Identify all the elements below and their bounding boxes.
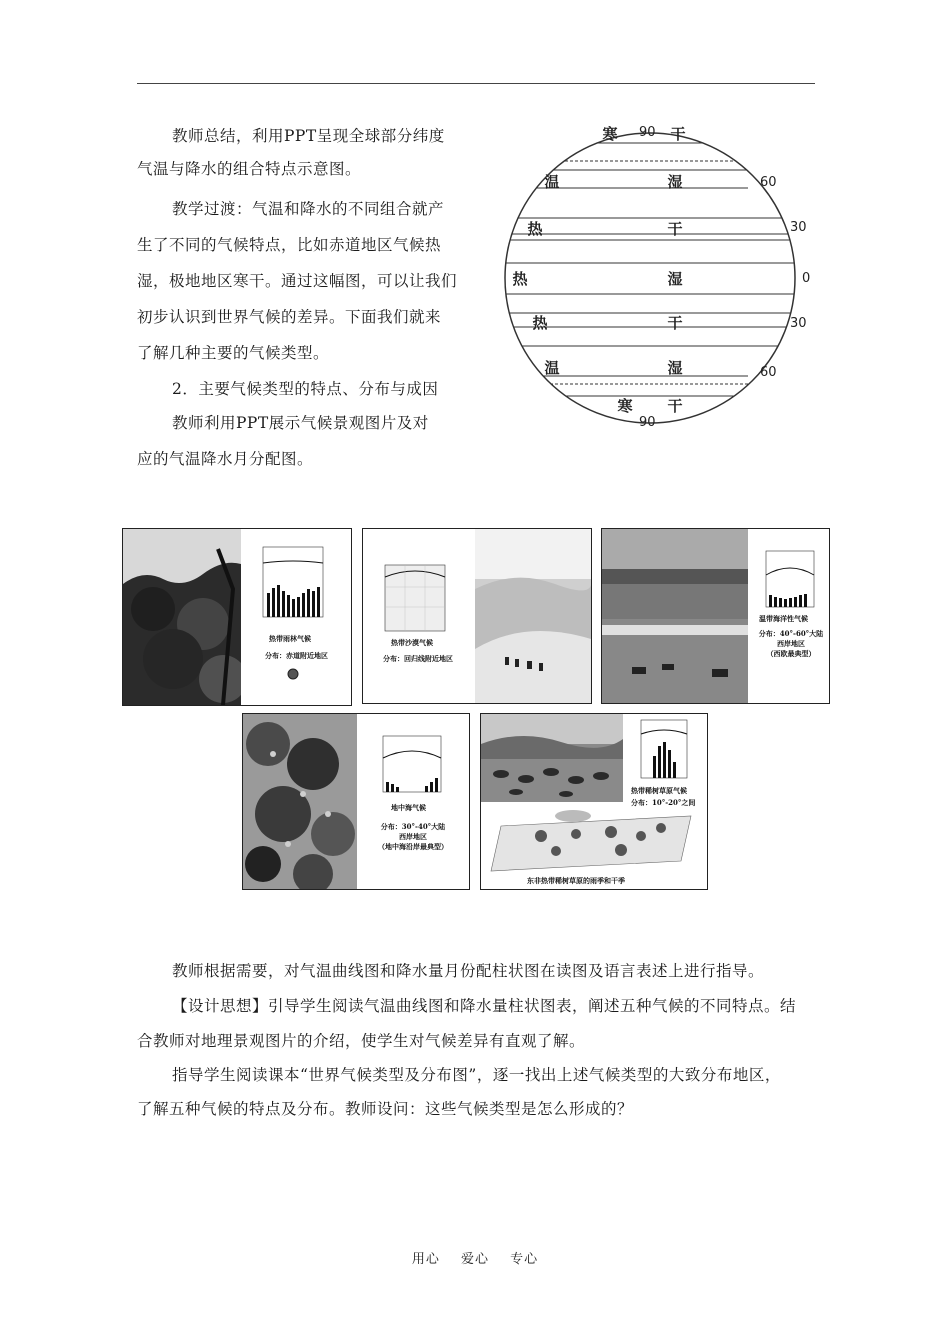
- climate-title: 热带沙漠气候: [391, 638, 433, 647]
- globe-row-right: 干: [667, 220, 683, 238]
- paragraph-line: 生了不同的气候特点，比如赤道地区气候热: [137, 236, 442, 254]
- footer-word: 用心: [411, 1252, 440, 1267]
- globe-row-left: 寒: [617, 397, 633, 415]
- latitude-climate-globe: [500, 118, 820, 438]
- maritime-photo: [602, 529, 748, 703]
- paragraph-line: 应的气温降水月分配图。: [137, 450, 314, 468]
- globe-row-left: 热: [532, 314, 548, 332]
- climate-chart-maritime: [750, 545, 828, 617]
- globe-row-right: 干: [667, 314, 683, 332]
- paragraph-line: 指导学生阅读课本“世界气候类型及分布图”，逐一找出上述气候类型的大致分布地区，: [172, 1066, 781, 1084]
- climate-title: 地中海气候: [391, 803, 426, 812]
- climate-title: 热带雨林气候: [269, 634, 311, 643]
- climate-title: 热带稀树草原气候: [631, 786, 687, 795]
- paragraph-line: 气温与降水的组合特点示意图。: [137, 160, 362, 178]
- climate-distribution: 分布：回归线附近地区: [383, 654, 453, 663]
- climate-card-mediterranean: [242, 713, 470, 890]
- latitude-label: 90: [639, 415, 656, 430]
- climate-chart-rainforest: [243, 533, 347, 633]
- rainforest-photo: [123, 529, 241, 705]
- desert-photo: [475, 529, 591, 703]
- savanna-seasons-illustration: [481, 806, 707, 876]
- globe-row-left: 寒: [602, 125, 618, 143]
- latitude-label: 30: [790, 316, 807, 331]
- paragraph-line: 教师利用PPT展示气候景观图片及对: [172, 414, 429, 432]
- paragraph-line: 教师总结，利用PPT呈现全球部分纬度: [172, 127, 445, 145]
- climate-chart-mediterranean: [361, 730, 465, 800]
- globe-row-left: 温: [544, 359, 560, 377]
- climate-chart-desert: [365, 557, 469, 647]
- latitude-label: 60: [760, 365, 777, 380]
- header-rule: [137, 83, 815, 84]
- paragraph-line: 了解五种气候的特点及分布。教师设问：这些气候类型是怎么形成的？: [137, 1100, 634, 1118]
- globe-row-left: 温: [544, 173, 560, 191]
- globe-row-left: 热: [512, 270, 528, 288]
- latitude-label: 60: [760, 175, 777, 190]
- globe-icon: [287, 668, 299, 680]
- climate-card-maritime: [601, 528, 830, 704]
- climate-card-desert: [362, 528, 592, 704]
- climate-chart-savanna: [625, 716, 705, 784]
- savanna-photo: [481, 714, 623, 802]
- page-footer: [0, 1248, 950, 1267]
- latitude-label: 0: [802, 271, 811, 286]
- paragraph-line: 初步认识到世界气候的差异。下面我们就来: [137, 308, 442, 326]
- climate-card-savanna: [480, 713, 708, 890]
- footer-word: 爱心: [460, 1252, 489, 1267]
- latitude-label: 90: [639, 125, 656, 140]
- paragraph-line: 教学过渡：气温和降水的不同组合就产: [172, 200, 445, 218]
- design-idea-line: 【设计思想】引导学生阅读气温曲线图和降水量柱状图表，阐述五种气候的不同特点。结: [172, 997, 797, 1015]
- climate-distribution: 分布：赤道附近地区: [265, 651, 328, 660]
- mediterranean-photo: [243, 714, 357, 889]
- climate-distribution: 分布：40°-60°大陆 西岸地区 （西欧最典型）: [758, 629, 824, 658]
- globe-row-right: 湿: [667, 270, 683, 288]
- section-heading: 2．主要气候类型的特点、分布与成因: [172, 380, 439, 398]
- globe-row-right: 湿: [667, 173, 683, 191]
- globe-row-right: 干: [667, 397, 683, 415]
- paragraph-line: 教师根据需要，对气温曲线图和降水量月份配柱状图在读图及语言表述上进行指导。: [172, 962, 765, 980]
- paragraph-line: 湿，极地地区寒干。通过这幅图，可以让我们: [137, 272, 458, 290]
- latitude-label: 30: [790, 220, 807, 235]
- globe-row-right: 湿: [667, 359, 683, 377]
- climate-distribution: 分布：10°-20°之间: [631, 798, 696, 807]
- footer-word: 专心: [510, 1252, 539, 1267]
- paragraph-line: 合教师对地理景观图片的介绍，使学生对气候差异有直观了解。: [137, 1032, 586, 1050]
- globe-row-left: 热: [527, 220, 543, 238]
- illustration-caption: 东非热带稀树草原的雨季和干季: [527, 876, 625, 885]
- climate-distribution: 分布：30°-40°大陆 西岸地区 （地中海沿岸最典型）: [378, 822, 448, 851]
- globe-row-right: 干: [670, 125, 686, 143]
- climate-card-rainforest: [122, 528, 352, 706]
- paragraph-line: 了解几种主要的气候类型。: [137, 344, 330, 362]
- climate-title: 温带海洋性气候: [759, 614, 808, 623]
